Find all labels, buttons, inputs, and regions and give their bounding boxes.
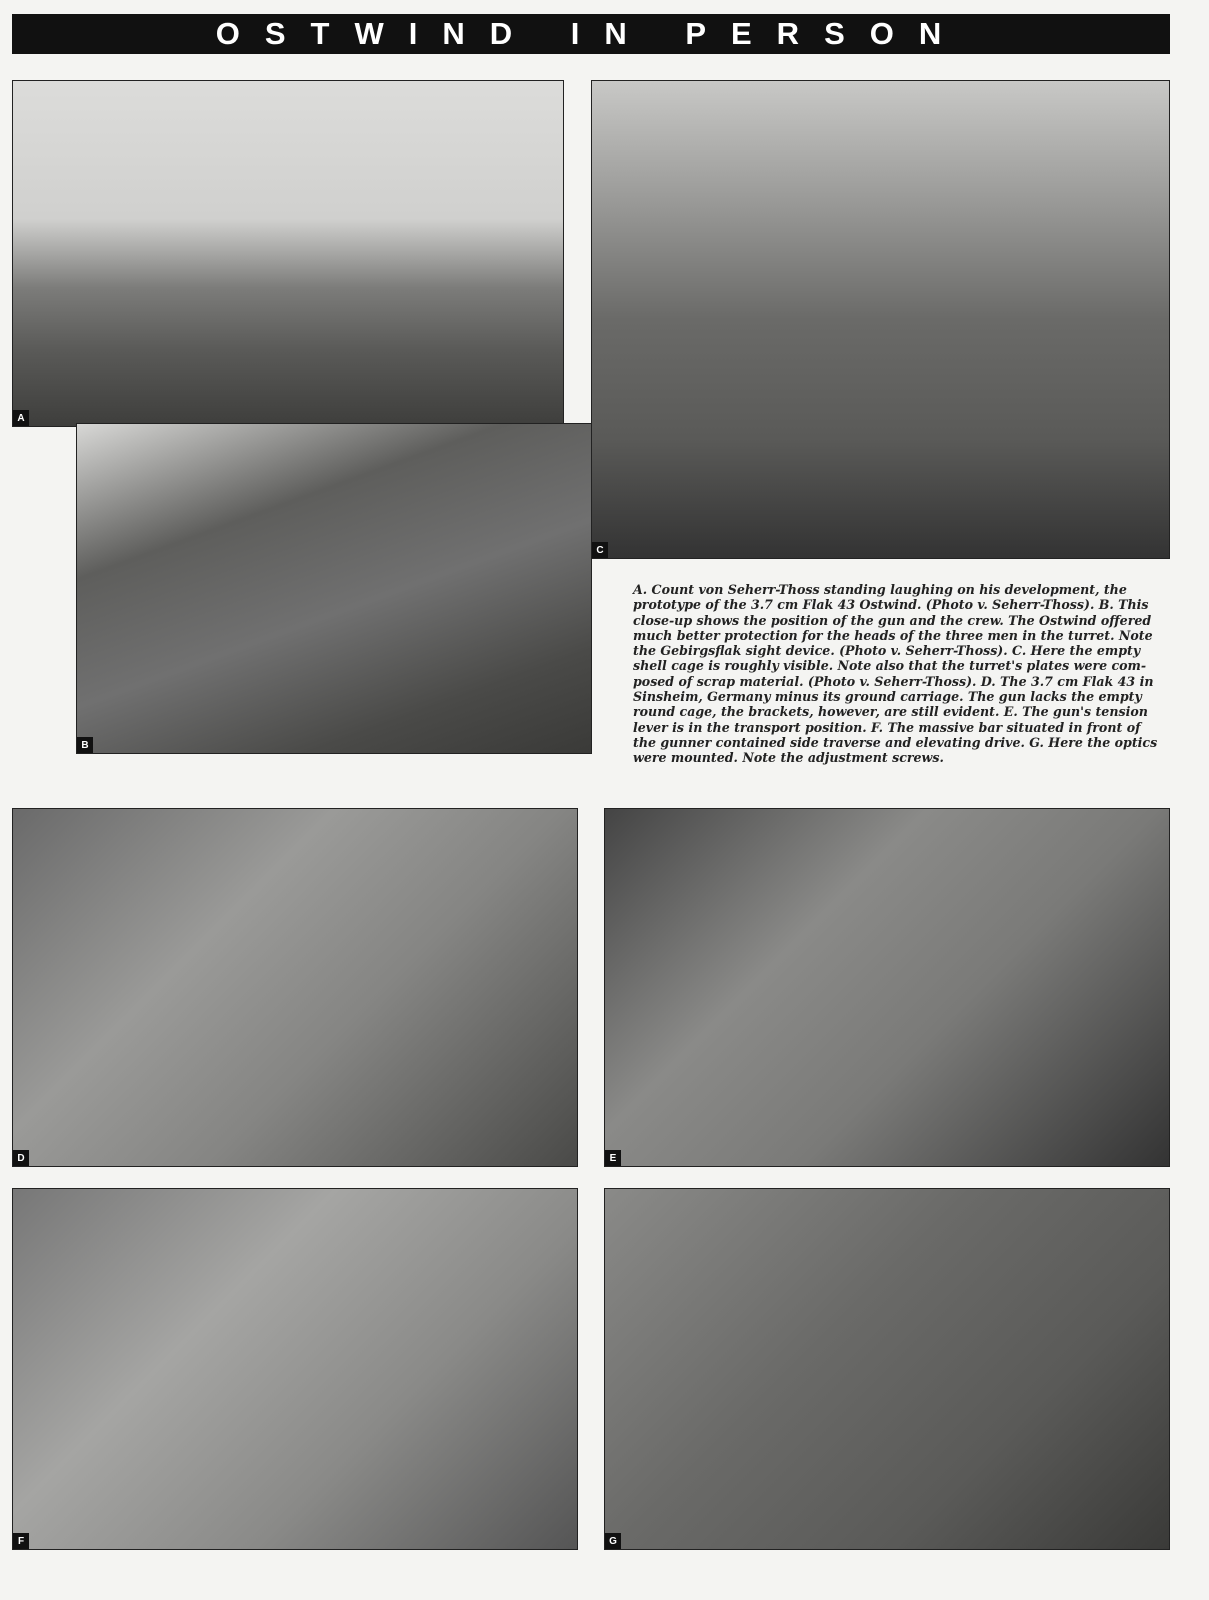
caption-line: much better protection for the heads of the three men in the turret. Note [633, 627, 1153, 643]
photo-g [604, 1188, 1170, 1550]
page-title: OSTWIND IN PERSON [12, 14, 1170, 54]
photo-label: D [13, 1150, 29, 1166]
photo-e [604, 808, 1170, 1167]
caption-line: round cage, the brackets, however, are still evident. E. The gun's tension [633, 704, 1148, 720]
caption-line: close-up shows the position of the gun and the crew. The Ostwind offered [633, 612, 1152, 628]
photo-caption [633, 582, 1178, 766]
caption-line: posed of scrap material. (Photo v. Seherr-Thoss). D. The 3.7 cm Flak 43 in [633, 673, 1154, 689]
photo-label: G [605, 1533, 621, 1549]
photo-c [591, 80, 1170, 559]
caption-line: Sinsheim, Germany minus its ground carriage. The gun lacks the empty [633, 689, 1142, 705]
caption-line: shell cage is roughly visible. Note also that the turret's plates were com- [633, 658, 1147, 674]
photo-label: A [13, 410, 29, 426]
caption-line: were mounted. Note the adjustment screws. [633, 750, 944, 766]
photo-a [12, 80, 564, 427]
caption-line: the Gebirgsflak sight device. (Photo v. Seherr-Thoss). C. Here the empty [633, 643, 1141, 659]
caption-line: the gunner contained side traverse and elevating drive. G. Here the optics [633, 734, 1158, 750]
caption-line: A. Count von Seherr-Thoss standing laughing on his development, the [633, 582, 1127, 597]
photo-d [12, 808, 578, 1167]
caption-line: prototype of the 3.7 cm Flak 43 Ostwind. (Photo v. Seherr-Thoss). B. This [633, 597, 1149, 613]
photo-b [76, 423, 592, 754]
photo-f [12, 1188, 578, 1550]
photo-label: B [77, 737, 93, 753]
photo-label: E [605, 1150, 621, 1166]
photo-label: C [592, 542, 608, 558]
caption-line: lever is in the transport position. F. The massive bar situated in front of [633, 719, 1141, 735]
photo-label: F [13, 1533, 29, 1549]
